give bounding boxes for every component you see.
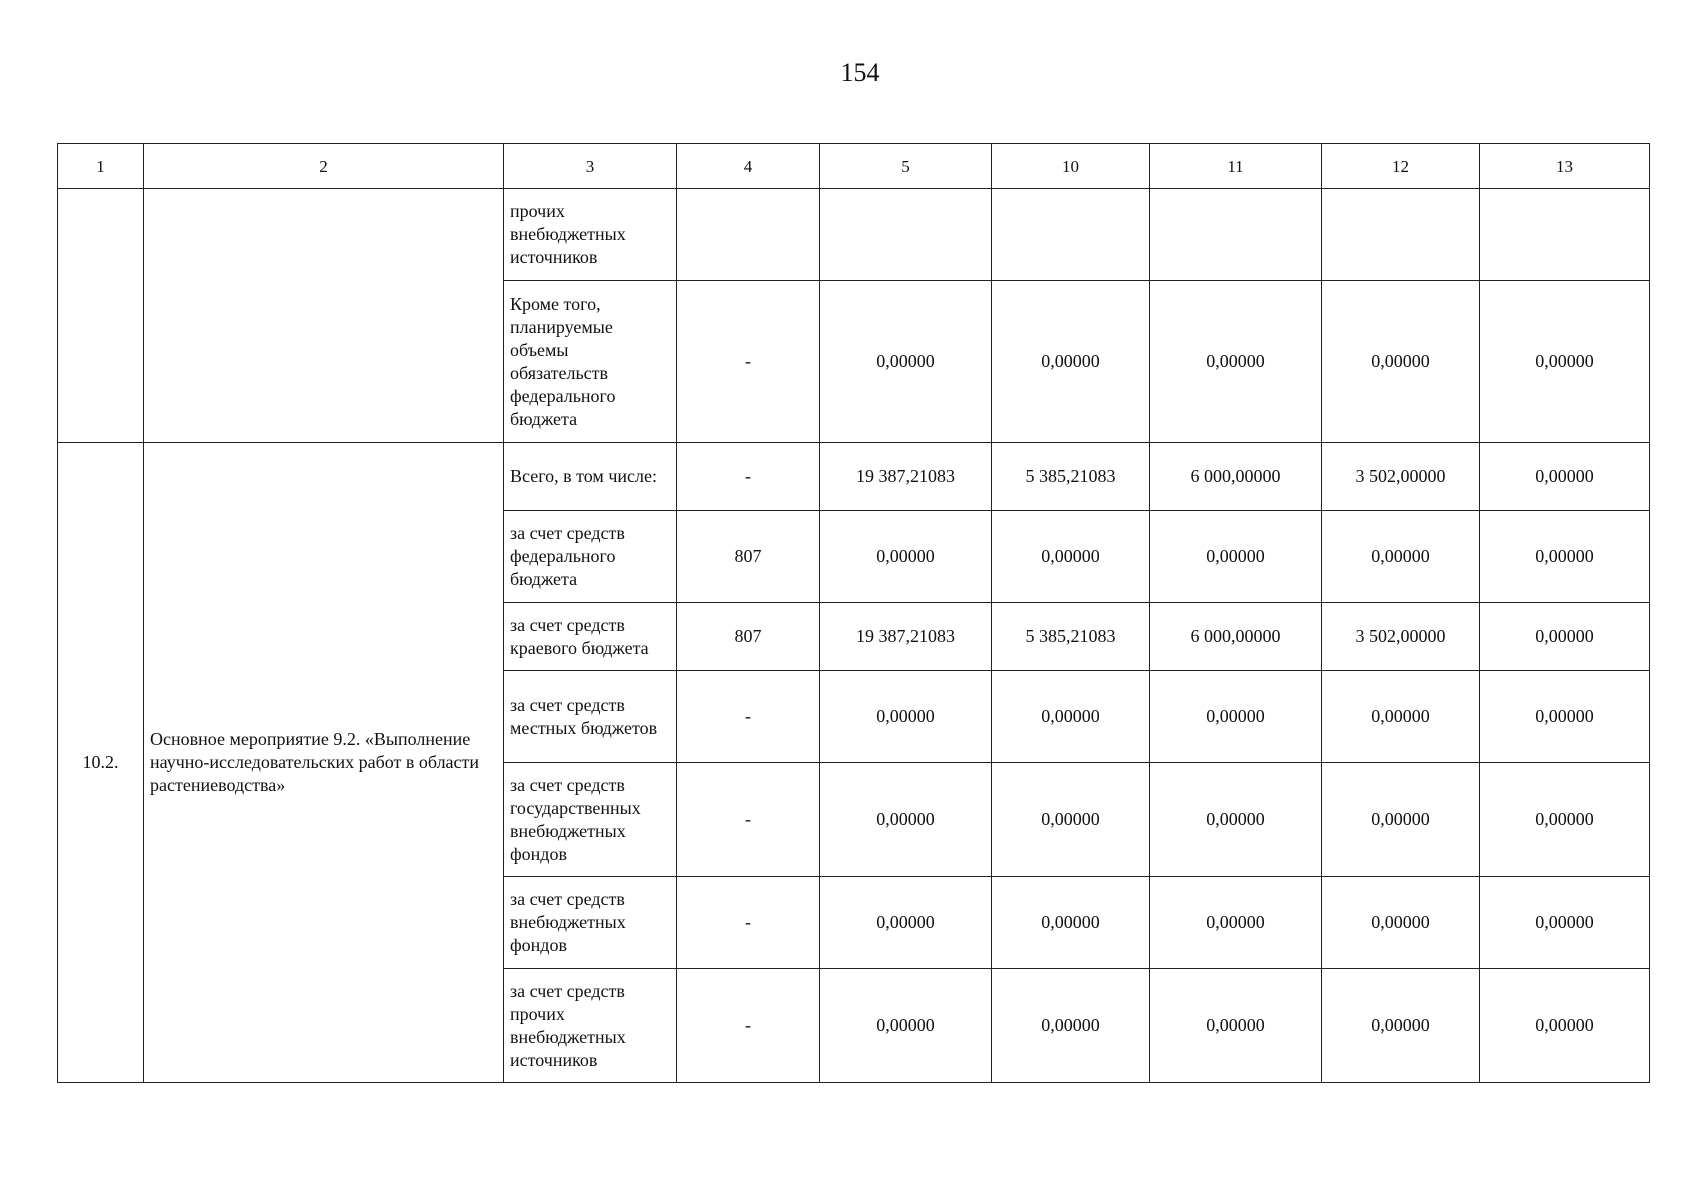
value-cell: 0,00000 [1150, 511, 1322, 603]
header-cell: 3 [504, 144, 677, 189]
value-cell: 19 387,21083 [820, 603, 992, 671]
value-cell: 0,00000 [820, 877, 992, 969]
header-cell: 2 [144, 144, 504, 189]
header-cell: 4 [677, 144, 820, 189]
number-cell-empty [58, 189, 144, 443]
header-row [58, 144, 1650, 189]
header-cell: 5 [820, 144, 992, 189]
header-cell: 13 [1480, 144, 1650, 189]
header-cell: 12 [1322, 144, 1480, 189]
code-cell: - [677, 281, 820, 443]
value-cell: 0,00000 [1480, 763, 1650, 877]
value-cell: 0,00000 [1150, 969, 1322, 1083]
value-cell: 0,00000 [1480, 511, 1650, 603]
code-cell: - [677, 671, 820, 763]
value-cell: 0,00000 [1322, 877, 1480, 969]
section-title: Основное мероприятие 9.2. «Выполнение научно-исследовательских работ в области растениеводства» [144, 443, 504, 1083]
value-cell: 6 000,00000 [1150, 443, 1322, 511]
source-cell: за счет средств краевого бюджета [504, 603, 677, 671]
value-cell: 0,00000 [992, 511, 1150, 603]
value-cell: 0,00000 [992, 281, 1150, 443]
source-cell: за счет средств государственных внебюджетных фондов [504, 763, 677, 877]
value-cell: 5 385,21083 [992, 603, 1150, 671]
value-cell: 3 502,00000 [1322, 443, 1480, 511]
code-cell: - [677, 969, 820, 1083]
value-cell: 5 385,21083 [992, 443, 1150, 511]
section-number: 10.2. [58, 443, 144, 1083]
value-cell: 0,00000 [1322, 671, 1480, 763]
table-row [58, 443, 1650, 511]
value-cell: 0,00000 [992, 969, 1150, 1083]
value-cell [820, 189, 992, 281]
budget-table [57, 143, 1650, 1083]
code-cell: 807 [677, 603, 820, 671]
value-cell: 0,00000 [1480, 877, 1650, 969]
value-cell: 0,00000 [820, 763, 992, 877]
value-cell: 0,00000 [1322, 281, 1480, 443]
source-cell: за счет средств федерального бюджета [504, 511, 677, 603]
code-cell [677, 189, 820, 281]
value-cell: 19 387,21083 [820, 443, 992, 511]
value-cell: 0,00000 [820, 511, 992, 603]
value-cell [1150, 189, 1322, 281]
value-cell: 0,00000 [1150, 281, 1322, 443]
code-cell: - [677, 763, 820, 877]
source-cell: Всего, в том числе: [504, 443, 677, 511]
value-cell: 0,00000 [1480, 671, 1650, 763]
page-number: 154 [840, 58, 880, 87]
source-cell: прочих внебюджетных источников [504, 189, 677, 281]
value-cell: 0,00000 [992, 877, 1150, 969]
header-cell: 1 [58, 144, 144, 189]
source-cell: за счет средств внебюджетных фондов [504, 877, 677, 969]
value-cell [992, 189, 1150, 281]
value-cell: 0,00000 [1480, 281, 1650, 443]
value-cell: 3 502,00000 [1322, 603, 1480, 671]
source-cell: за счет средств прочих внебюджетных источников [504, 969, 677, 1083]
value-cell: 0,00000 [1150, 763, 1322, 877]
value-cell: 0,00000 [1150, 877, 1322, 969]
value-cell: 0,00000 [1322, 763, 1480, 877]
header-cell: 10 [992, 144, 1150, 189]
code-cell: 807 [677, 511, 820, 603]
value-cell [1480, 189, 1650, 281]
value-cell: 0,00000 [820, 969, 992, 1083]
source-cell: за счет средств местных бюджетов [504, 671, 677, 763]
value-cell: 0,00000 [1480, 603, 1650, 671]
value-cell: 6 000,00000 [1150, 603, 1322, 671]
source-cell: Кроме того, планируемые объемы обязательств федерального бюджета [504, 281, 677, 443]
value-cell: 0,00000 [820, 281, 992, 443]
title-cell-empty [144, 189, 504, 443]
value-cell: 0,00000 [820, 671, 992, 763]
header-cell: 11 [1150, 144, 1322, 189]
value-cell: 0,00000 [1480, 969, 1650, 1083]
value-cell: 0,00000 [992, 671, 1150, 763]
value-cell: 0,00000 [1322, 511, 1480, 603]
value-cell: 0,00000 [992, 763, 1150, 877]
code-cell: - [677, 443, 820, 511]
code-cell: - [677, 877, 820, 969]
value-cell: 0,00000 [1322, 969, 1480, 1083]
value-cell: 0,00000 [1150, 671, 1322, 763]
value-cell [1322, 189, 1480, 281]
table-row [58, 189, 1650, 281]
value-cell: 0,00000 [1480, 443, 1650, 511]
